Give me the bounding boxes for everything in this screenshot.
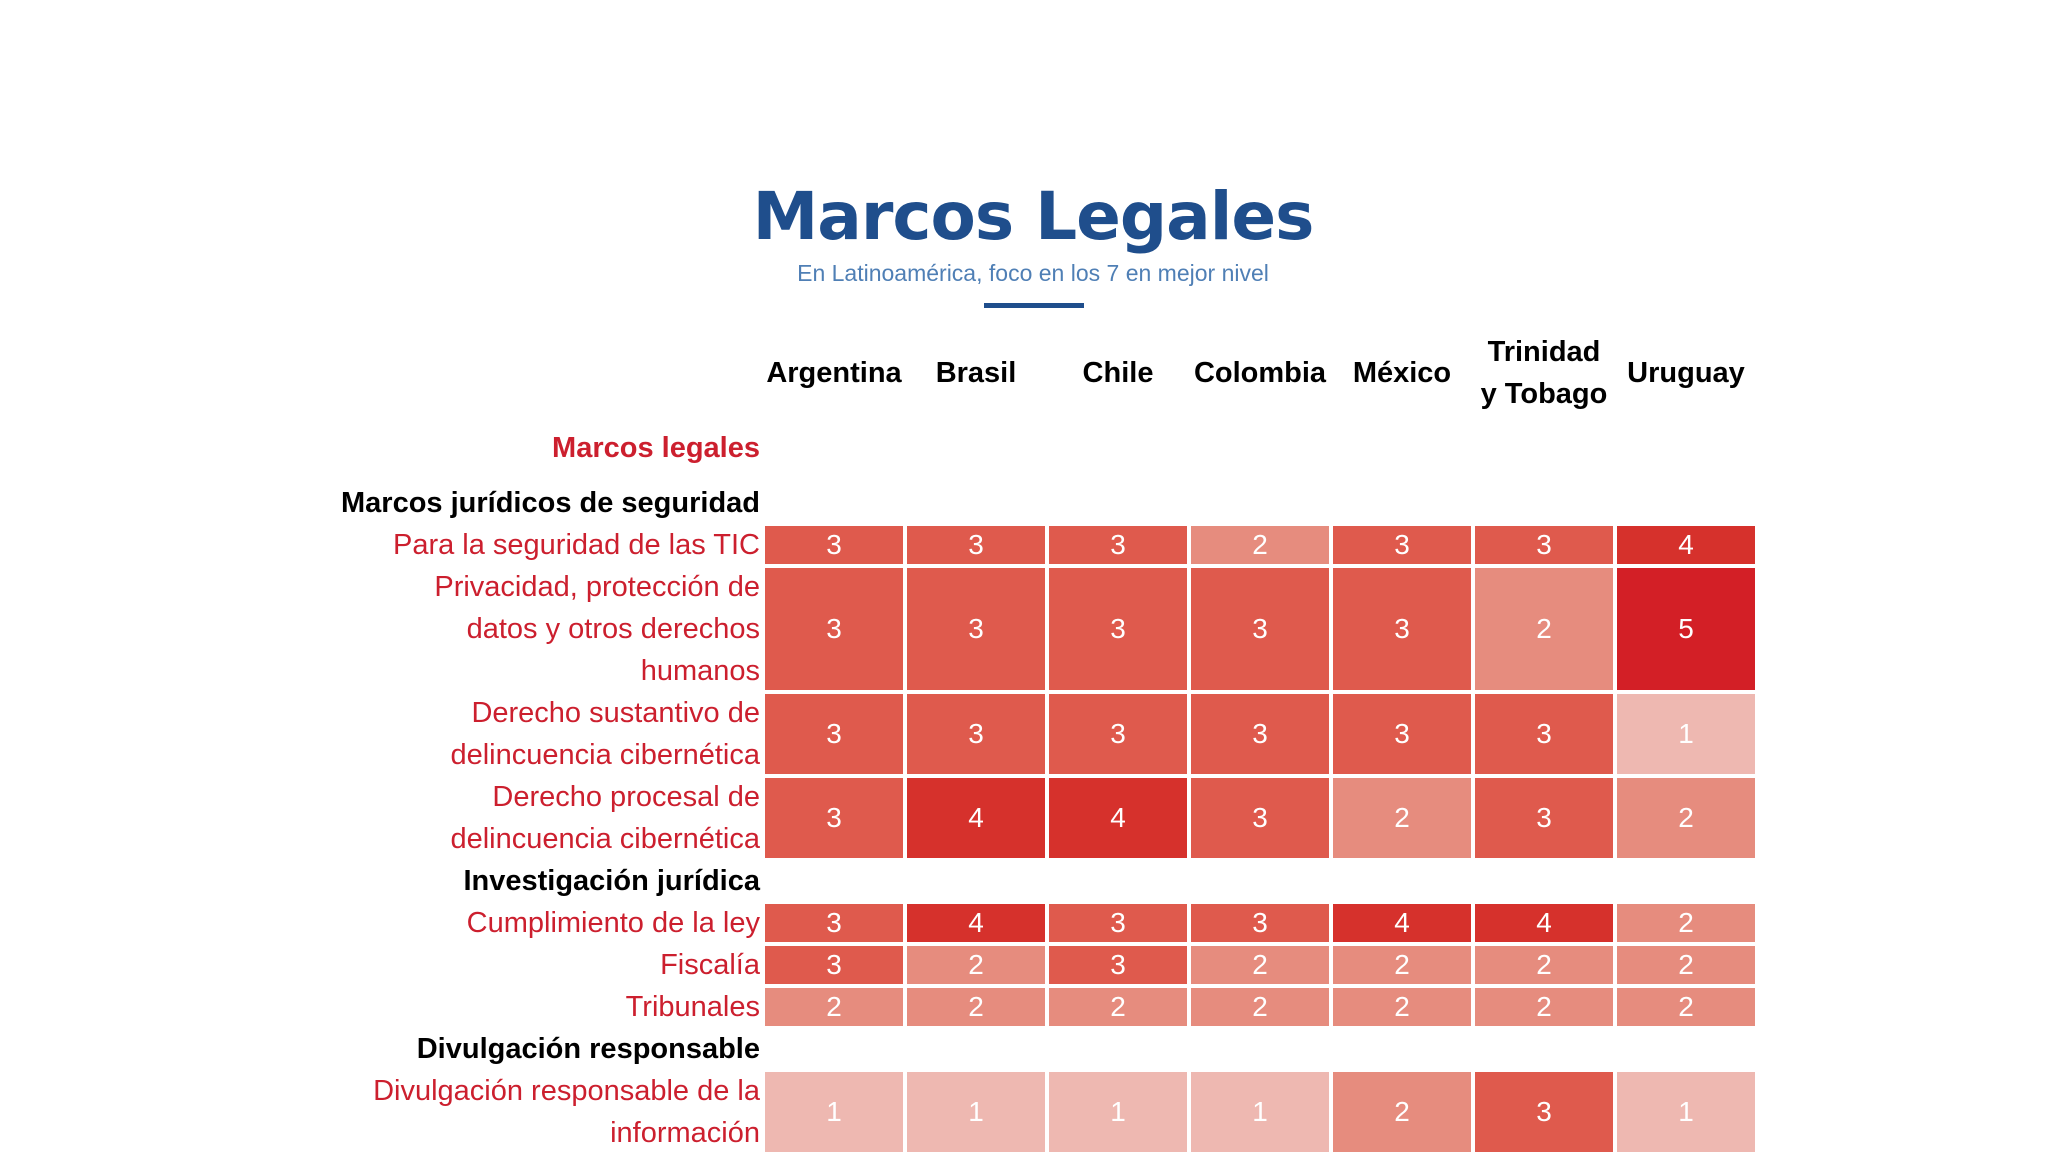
heatmap-cell: 2 — [905, 944, 1047, 986]
column-header-line: y Tobago — [1480, 378, 1608, 410]
row-label: Divulgación responsable de la — [373, 1075, 760, 1107]
heatmap-cell: 3 — [1473, 692, 1615, 776]
column-header — [1189, 352, 1331, 394]
heatmap-cell: 2 — [1615, 986, 1757, 1028]
heatmap-cell: 2 — [1189, 944, 1331, 986]
heatmap-cell: 3 — [1331, 524, 1473, 566]
heatmap-cell: 2 — [1615, 902, 1757, 944]
heatmap-cell: 2 — [1615, 944, 1757, 986]
heatmap-cell: 1 — [1047, 1070, 1189, 1154]
row-label: Derecho sustantivo de — [471, 697, 760, 729]
heatmap-cell: 4 — [1331, 902, 1473, 944]
row-label: Tribunales — [625, 991, 760, 1023]
heatmap-cell: 3 — [1047, 944, 1189, 986]
column-header-line: Chile — [1082, 357, 1154, 389]
heatmap-cell: 3 — [763, 902, 905, 944]
row-label: Privacidad, protección de — [434, 571, 760, 603]
column-header — [1615, 352, 1757, 394]
heatmap-cell: 3 — [905, 692, 1047, 776]
chart-subtitle: En Latinoamérica, foco en los 7 en mejor nivel — [797, 260, 1269, 286]
heatmap-cell: 3 — [905, 566, 1047, 692]
column-header — [905, 352, 1047, 394]
heatmap-cell: 3 — [763, 566, 905, 692]
heatmap-cell: 3 — [1047, 566, 1189, 692]
group-heading: Marcos jurídicos de seguridad — [341, 487, 760, 519]
heatmap-cell: 3 — [1189, 692, 1331, 776]
heatmap-cell: 5 — [1615, 566, 1757, 692]
heatmap-cell: 4 — [1047, 776, 1189, 860]
heatmap-cell: 4 — [1473, 902, 1615, 944]
column-header — [763, 352, 905, 394]
heatmap-cell: 2 — [1473, 986, 1615, 1028]
section-heading: Marcos legales — [552, 432, 760, 464]
heatmap-cell: 2 — [1047, 986, 1189, 1028]
row-label: delincuencia cibernética — [450, 739, 760, 771]
heatmap-cell: 3 — [1331, 692, 1473, 776]
heatmap-cell: 2 — [1331, 1070, 1473, 1154]
chart-title: Marcos Legales — [752, 178, 1314, 255]
heatmap-cell: 4 — [905, 902, 1047, 944]
row-label: información — [610, 1117, 760, 1149]
column-header-line: Brasil — [935, 357, 1017, 389]
row-label: humanos — [640, 655, 760, 687]
heatmap-cell: 3 — [1189, 776, 1331, 860]
column-header-line: México — [1352, 357, 1452, 389]
group-heading: Investigación jurídica — [463, 865, 760, 897]
heatmap-cell: 1 — [905, 1070, 1047, 1154]
column-header — [1473, 331, 1615, 415]
heatmap-cell: 1 — [1615, 1070, 1757, 1154]
column-header-line: Colombia — [1193, 357, 1327, 389]
row-label: Fiscalía — [660, 949, 760, 981]
heatmap-cell: 2 — [1331, 776, 1473, 860]
heatmap-cell: 1 — [1189, 1070, 1331, 1154]
row-label: delincuencia cibernética — [450, 823, 760, 855]
heatmap-cell: 3 — [763, 692, 905, 776]
heatmap-cell: 3 — [1047, 692, 1189, 776]
row-label: datos y otros derechos — [466, 613, 760, 645]
heatmap-cell: 3 — [1473, 776, 1615, 860]
heatmap-cell: 3 — [1047, 902, 1189, 944]
heatmap-cell: 1 — [1615, 692, 1757, 776]
heatmap-cell: 3 — [905, 524, 1047, 566]
heatmap-cell: 2 — [1189, 986, 1331, 1028]
heatmap-cell: 3 — [763, 524, 905, 566]
column-header-line: Argentina — [766, 357, 902, 389]
heatmap-cell: 3 — [1047, 524, 1189, 566]
column-header — [1331, 352, 1473, 394]
heatmap-cell: 3 — [1189, 566, 1331, 692]
heatmap-cell: 3 — [1473, 1070, 1615, 1154]
heatmap-cell: 4 — [1615, 524, 1757, 566]
heatmap-cell: 2 — [1331, 986, 1473, 1028]
heatmap-cell: 2 — [905, 986, 1047, 1028]
heatmap-cell: 3 — [1473, 524, 1615, 566]
heatmap-cell: 3 — [1189, 902, 1331, 944]
heatmap-cell: 3 — [763, 944, 905, 986]
row-label: Derecho procesal de — [492, 781, 760, 813]
heatmap-cell: 1 — [763, 1070, 905, 1154]
heatmap-cell: 2 — [1189, 524, 1331, 566]
column-header — [1047, 352, 1189, 394]
group-heading: Divulgación responsable — [416, 1033, 760, 1065]
heatmap-cell: 2 — [1473, 566, 1615, 692]
heatmap-cell: 2 — [1473, 944, 1615, 986]
row-label: Cumplimiento de la ley — [466, 907, 760, 939]
heatmap-cell: 2 — [763, 986, 905, 1028]
heatmap-cell: 4 — [905, 776, 1047, 860]
heatmap-cell: 2 — [1331, 944, 1473, 986]
column-header-line: Trinidad — [1487, 336, 1601, 368]
row-label: Para la seguridad de las TIC — [392, 529, 760, 561]
column-header-line: Uruguay — [1627, 357, 1745, 389]
heatmap-cell: 3 — [763, 776, 905, 860]
heatmap-cell: 2 — [1615, 776, 1757, 860]
heatmap-cell: 3 — [1331, 566, 1473, 692]
